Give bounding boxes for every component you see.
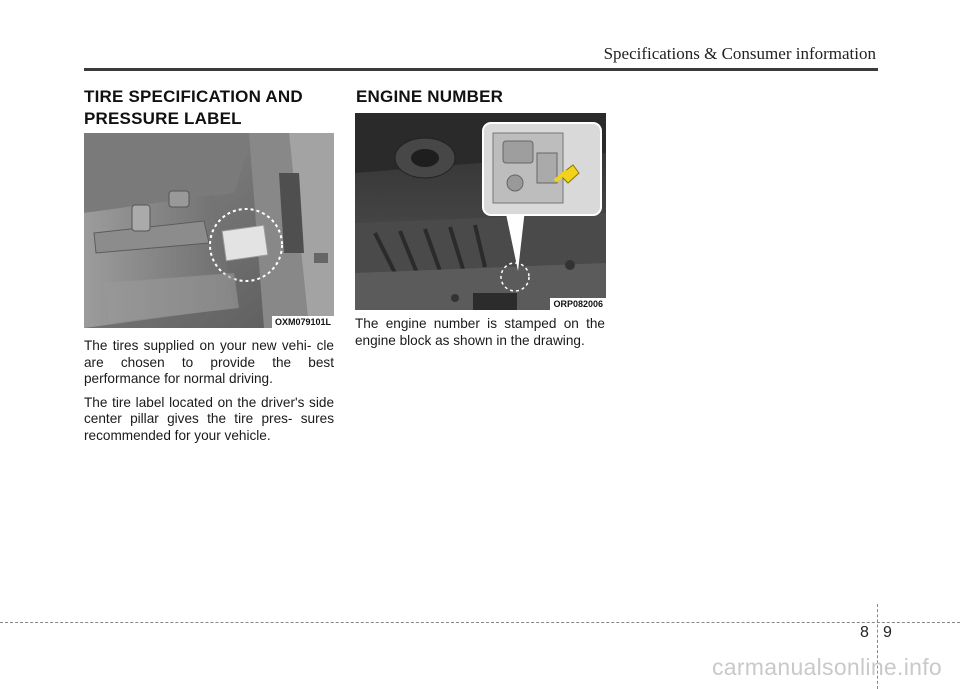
tire-label-heading-line1: TIRE SPECIFICATION AND [84,87,303,106]
engine-number-heading: ENGINE NUMBER [356,87,504,106]
engine-number-body [355,316,605,356]
tire-label-heading [84,86,303,130]
section-number: 8 [860,624,869,641]
engine-number-figure [355,113,606,310]
tire-label-sticker [222,225,268,261]
tire-label-body [84,338,334,451]
watermark-text[interactable]: carmanualsonline.info [711,654,942,680]
page-number: 9 [883,624,892,641]
section-header-title: Specifications & Consumer information [603,44,876,63]
tire-paragraph-1: The tires supplied on your new vehi- cle are chosen to provide the best performance for normal driving. [84,338,334,386]
tire-paragraph-2: The tire label located on the driver's side center pillar gives the tire pres- sures recommended for your vehicle. [84,394,334,443]
header-rule [84,68,878,71]
tire-figure-code: OXM079101L [272,316,334,328]
footer-dashed-line [0,622,960,623]
door-pillar-illustration [84,133,334,328]
tire-label-heading-line2: PRESSURE LABEL [84,109,242,128]
tire-label-figure [84,133,334,328]
engine-figure-code: ORP082006 [550,298,606,310]
engine-bay-illustration [355,113,606,310]
engine-paragraph: The engine number is stamped on the engine block as shown in the drawing. [355,316,605,348]
